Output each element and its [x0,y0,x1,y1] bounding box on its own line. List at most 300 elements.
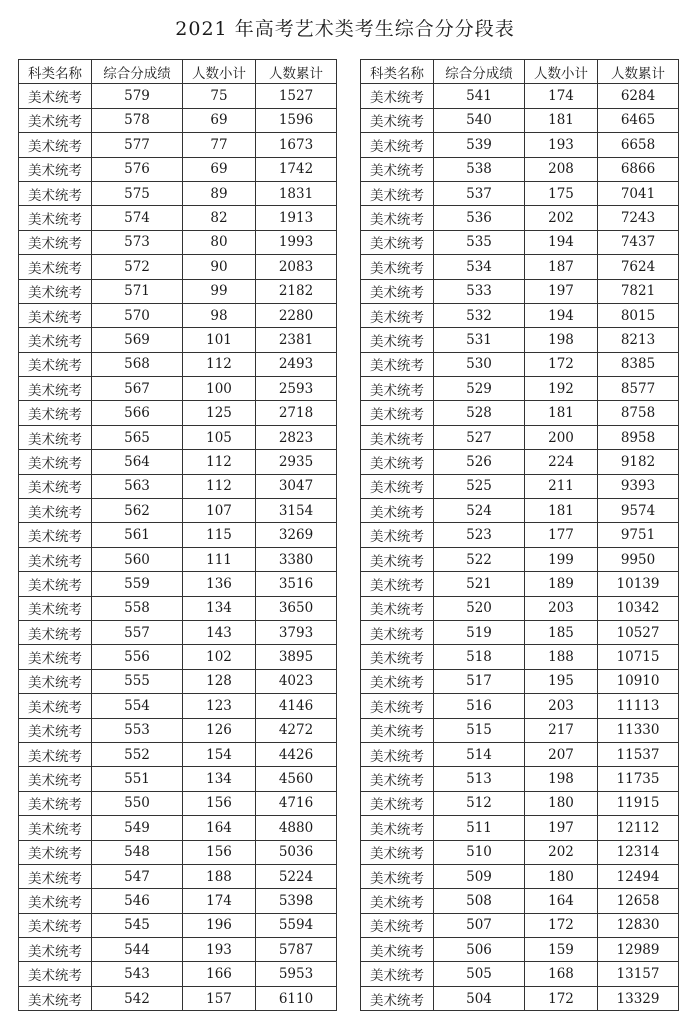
cell-cumulative: 7624 [598,255,679,279]
cell-subject: 美术统考 [19,377,92,401]
table-row [361,694,679,718]
table-row [19,718,337,742]
cell-count: 112 [183,352,256,376]
cell-score: 543 [92,962,183,986]
cell-subject: 美术统考 [19,913,92,937]
cell-score: 547 [92,864,183,888]
cell-score: 559 [92,572,183,596]
cell-count: 172 [525,913,598,937]
table-row [361,133,679,157]
cell-subject: 美术统考 [361,108,434,132]
cell-count: 211 [525,474,598,498]
cell-subject: 美术统考 [19,620,92,644]
header-subject: 科类名称 [361,60,434,84]
cell-count: 197 [525,279,598,303]
cell-cumulative: 13329 [598,986,679,1010]
cell-cumulative: 13157 [598,962,679,986]
cell-cumulative: 4560 [256,767,337,791]
table-row [361,401,679,425]
cell-count: 128 [183,669,256,693]
cell-count: 193 [183,938,256,962]
cell-cumulative: 4023 [256,669,337,693]
table-row [361,157,679,181]
table-row [19,450,337,474]
cell-count: 203 [525,596,598,620]
cell-cumulative: 11915 [598,791,679,815]
cell-count: 157 [183,986,256,1010]
table-row [19,938,337,962]
table-row [361,669,679,693]
cell-subject: 美术统考 [19,669,92,693]
cell-count: 198 [525,767,598,791]
cell-score: 511 [434,816,525,840]
cell-subject: 美术统考 [361,352,434,376]
cell-score: 517 [434,669,525,693]
cell-score: 529 [434,377,525,401]
cell-score: 536 [434,206,525,230]
table-row [19,401,337,425]
cell-score: 507 [434,913,525,937]
table-row [19,986,337,1010]
cell-count: 156 [183,840,256,864]
cell-cumulative: 12494 [598,864,679,888]
cell-cumulative: 8958 [598,425,679,449]
cell-count: 99 [183,279,256,303]
table-row [19,499,337,523]
cell-score: 563 [92,474,183,498]
cell-score: 525 [434,474,525,498]
cell-cumulative: 10527 [598,620,679,644]
cell-count: 102 [183,645,256,669]
cell-cumulative: 10139 [598,572,679,596]
cell-cumulative: 5787 [256,938,337,962]
cell-subject: 美术统考 [19,499,92,523]
cell-count: 134 [183,767,256,791]
cell-subject: 美术统考 [361,889,434,913]
cell-score: 572 [92,255,183,279]
header-cumulative: 人数累计 [598,60,679,84]
cell-cumulative: 8213 [598,328,679,352]
cell-subject: 美术统考 [19,523,92,547]
header-score: 综合分成绩 [92,60,183,84]
cell-score: 534 [434,255,525,279]
cell-score: 577 [92,133,183,157]
cell-subject: 美术统考 [19,742,92,766]
table-row [19,791,337,815]
cell-subject: 美术统考 [19,694,92,718]
cell-cumulative: 2381 [256,328,337,352]
cell-count: 123 [183,694,256,718]
table-row [361,816,679,840]
table-row [19,572,337,596]
cell-subject: 美术统考 [19,328,92,352]
cell-subject: 美术统考 [19,572,92,596]
cell-subject: 美术统考 [19,133,92,157]
table-row [361,767,679,791]
cell-score: 528 [434,401,525,425]
cell-score: 522 [434,547,525,571]
table-row [361,279,679,303]
cell-score: 535 [434,230,525,254]
cell-score: 531 [434,328,525,352]
cell-subject: 美术统考 [361,938,434,962]
cell-subject: 美术统考 [361,669,434,693]
table-row [361,889,679,913]
cell-cumulative: 1673 [256,133,337,157]
table-row [361,206,679,230]
cell-score: 574 [92,206,183,230]
cell-cumulative: 12658 [598,889,679,913]
cell-subject: 美术统考 [19,986,92,1010]
table-row [361,230,679,254]
table-row [19,133,337,157]
cell-cumulative: 5224 [256,864,337,888]
cell-count: 89 [183,181,256,205]
cell-count: 69 [183,157,256,181]
cell-subject: 美术统考 [361,913,434,937]
cell-score: 554 [92,694,183,718]
cell-count: 112 [183,474,256,498]
cell-subject: 美术统考 [19,157,92,181]
cell-subject: 美术统考 [19,547,92,571]
cell-score: 513 [434,767,525,791]
cell-cumulative: 12112 [598,816,679,840]
cell-subject: 美术统考 [361,474,434,498]
cell-subject: 美术统考 [361,596,434,620]
header-cumulative: 人数累计 [256,60,337,84]
cell-score: 530 [434,352,525,376]
cell-cumulative: 1913 [256,206,337,230]
cell-subject: 美术统考 [361,133,434,157]
cell-subject: 美术统考 [361,572,434,596]
cell-count: 208 [525,157,598,181]
cell-score: 532 [434,303,525,327]
table-row [361,645,679,669]
cell-count: 168 [525,962,598,986]
cell-cumulative: 2593 [256,377,337,401]
table-row [19,742,337,766]
table-header-row [19,60,337,84]
cell-cumulative: 12830 [598,913,679,937]
cell-score: 520 [434,596,525,620]
cell-score: 562 [92,499,183,523]
cell-count: 180 [525,864,598,888]
cell-count: 90 [183,255,256,279]
cell-cumulative: 3895 [256,645,337,669]
cell-subject: 美术统考 [361,255,434,279]
cell-subject: 美术统考 [361,816,434,840]
cell-subject: 美术统考 [19,864,92,888]
cell-count: 174 [183,889,256,913]
cell-score: 571 [92,279,183,303]
cell-cumulative: 2083 [256,255,337,279]
cell-score: 568 [92,352,183,376]
cell-count: 199 [525,547,598,571]
cell-cumulative: 4426 [256,742,337,766]
table-row [361,791,679,815]
cell-score: 576 [92,157,183,181]
cell-subject: 美术统考 [361,181,434,205]
cell-score: 544 [92,938,183,962]
cell-score: 560 [92,547,183,571]
cell-cumulative: 6284 [598,84,679,108]
cell-score: 527 [434,425,525,449]
cell-score: 556 [92,645,183,669]
cell-score: 505 [434,962,525,986]
cell-score: 545 [92,913,183,937]
cell-subject: 美术统考 [361,547,434,571]
cell-count: 197 [525,816,598,840]
cell-count: 115 [183,523,256,547]
table-row [361,718,679,742]
cell-subject: 美术统考 [361,328,434,352]
cell-cumulative: 5036 [256,840,337,864]
table-row [19,596,337,620]
table-row [361,840,679,864]
cell-count: 172 [525,986,598,1010]
cell-count: 166 [183,962,256,986]
cell-subject: 美术统考 [361,84,434,108]
cell-count: 193 [525,133,598,157]
cell-score: 553 [92,718,183,742]
cell-count: 172 [525,352,598,376]
cell-subject: 美术统考 [361,718,434,742]
cell-subject: 美术统考 [361,401,434,425]
cell-subject: 美术统考 [361,499,434,523]
table-row [361,450,679,474]
cell-score: 578 [92,108,183,132]
cell-cumulative: 9393 [598,474,679,498]
table-row [19,547,337,571]
table-row [19,620,337,644]
table-row [19,645,337,669]
cell-count: 194 [525,303,598,327]
cell-score: 533 [434,279,525,303]
cell-score: 540 [434,108,525,132]
cell-subject: 美术统考 [361,377,434,401]
cell-score: 515 [434,718,525,742]
table-row [361,742,679,766]
cell-cumulative: 2182 [256,279,337,303]
table-row [361,547,679,571]
cell-subject: 美术统考 [19,230,92,254]
cell-subject: 美术统考 [361,157,434,181]
cell-score: 539 [434,133,525,157]
table-row [19,523,337,547]
cell-subject: 美术统考 [361,645,434,669]
cell-subject: 美术统考 [361,694,434,718]
cell-score: 549 [92,816,183,840]
table-row [19,425,337,449]
cell-cumulative: 9182 [598,450,679,474]
table-row [361,255,679,279]
cell-count: 136 [183,572,256,596]
cell-subject: 美术统考 [19,279,92,303]
table-row [19,303,337,327]
cell-count: 202 [525,840,598,864]
table-row [19,816,337,840]
score-table-left [18,59,337,1011]
cell-cumulative: 1596 [256,108,337,132]
cell-score: 575 [92,181,183,205]
cell-cumulative: 2935 [256,450,337,474]
table-row [19,840,337,864]
cell-subject: 美术统考 [361,620,434,644]
cell-cumulative: 3154 [256,499,337,523]
cell-subject: 美术统考 [361,450,434,474]
cell-cumulative: 8015 [598,303,679,327]
cell-score: 518 [434,645,525,669]
cell-subject: 美术统考 [19,718,92,742]
cell-cumulative: 7041 [598,181,679,205]
cell-subject: 美术统考 [19,645,92,669]
cell-cumulative: 2280 [256,303,337,327]
cell-count: 180 [525,791,598,815]
table-row [361,938,679,962]
cell-subject: 美术统考 [361,767,434,791]
table-row [361,352,679,376]
cell-cumulative: 5594 [256,913,337,937]
table-row [361,181,679,205]
cell-count: 181 [525,401,598,425]
cell-subject: 美术统考 [361,230,434,254]
cell-count: 174 [525,84,598,108]
header-score: 综合分成绩 [434,60,525,84]
cell-subject: 美术统考 [19,255,92,279]
cell-cumulative: 1527 [256,84,337,108]
cell-score: 537 [434,181,525,205]
cell-score: 558 [92,596,183,620]
table-row [361,913,679,937]
cell-cumulative: 9950 [598,547,679,571]
cell-count: 188 [183,864,256,888]
table-row [19,328,337,352]
cell-subject: 美术统考 [19,108,92,132]
table-row [19,669,337,693]
header-subject: 科类名称 [19,60,92,84]
cell-count: 202 [525,206,598,230]
table-row [361,328,679,352]
score-table-right [360,59,679,1011]
cell-count: 77 [183,133,256,157]
cell-subject: 美术统考 [361,986,434,1010]
cell-cumulative: 3793 [256,620,337,644]
header-count: 人数小计 [525,60,598,84]
cell-count: 198 [525,328,598,352]
cell-count: 187 [525,255,598,279]
cell-score: 510 [434,840,525,864]
cell-count: 125 [183,401,256,425]
cell-count: 217 [525,718,598,742]
table-row [19,206,337,230]
cell-cumulative: 10715 [598,645,679,669]
cell-subject: 美术统考 [361,303,434,327]
cell-count: 200 [525,425,598,449]
cell-score: 567 [92,377,183,401]
table-row [19,474,337,498]
cell-cumulative: 6110 [256,986,337,1010]
cell-subject: 美术统考 [361,425,434,449]
table-row [19,230,337,254]
cell-subject: 美术统考 [361,962,434,986]
cell-cumulative: 3516 [256,572,337,596]
cell-count: 112 [183,450,256,474]
table-row [19,864,337,888]
table-row [361,962,679,986]
table-row [361,108,679,132]
cell-score: 509 [434,864,525,888]
cell-score: 538 [434,157,525,181]
cell-score: 508 [434,889,525,913]
cell-count: 101 [183,328,256,352]
cell-score: 548 [92,840,183,864]
cell-score: 519 [434,620,525,644]
cell-score: 526 [434,450,525,474]
cell-count: 203 [525,694,598,718]
cell-count: 181 [525,499,598,523]
table-row [19,352,337,376]
page-title: 2021 年高考艺术类考生综合分分段表 [175,18,515,40]
cell-score: 555 [92,669,183,693]
cell-cumulative: 11735 [598,767,679,791]
table-row [19,962,337,986]
cell-cumulative: 8577 [598,377,679,401]
table-header-row [361,60,679,84]
cell-count: 80 [183,230,256,254]
cell-count: 107 [183,499,256,523]
cell-score: 564 [92,450,183,474]
cell-count: 82 [183,206,256,230]
cell-cumulative: 9751 [598,523,679,547]
cell-cumulative: 11537 [598,742,679,766]
table-row [361,986,679,1010]
table-row [19,377,337,401]
cell-count: 98 [183,303,256,327]
cell-cumulative: 2823 [256,425,337,449]
cell-count: 185 [525,620,598,644]
cell-count: 159 [525,938,598,962]
table-row [361,499,679,523]
table-row [19,84,337,108]
cell-score: 566 [92,401,183,425]
cell-score: 579 [92,84,183,108]
cell-cumulative: 6866 [598,157,679,181]
table-row [361,620,679,644]
cell-count: 207 [525,742,598,766]
cell-score: 542 [92,986,183,1010]
cell-cumulative: 3380 [256,547,337,571]
cell-cumulative: 3650 [256,596,337,620]
cell-count: 75 [183,84,256,108]
cell-score: 541 [434,84,525,108]
table-row [361,572,679,596]
table-row [361,474,679,498]
cell-score: 524 [434,499,525,523]
cell-score: 512 [434,791,525,815]
table-row [361,84,679,108]
cell-subject: 美术统考 [19,303,92,327]
cell-cumulative: 4272 [256,718,337,742]
cell-count: 111 [183,547,256,571]
cell-count: 188 [525,645,598,669]
cell-score: 569 [92,328,183,352]
cell-cumulative: 5953 [256,962,337,986]
cell-subject: 美术统考 [19,474,92,498]
cell-cumulative: 7437 [598,230,679,254]
cell-cumulative: 8385 [598,352,679,376]
cell-subject: 美术统考 [361,840,434,864]
cell-score: 557 [92,620,183,644]
